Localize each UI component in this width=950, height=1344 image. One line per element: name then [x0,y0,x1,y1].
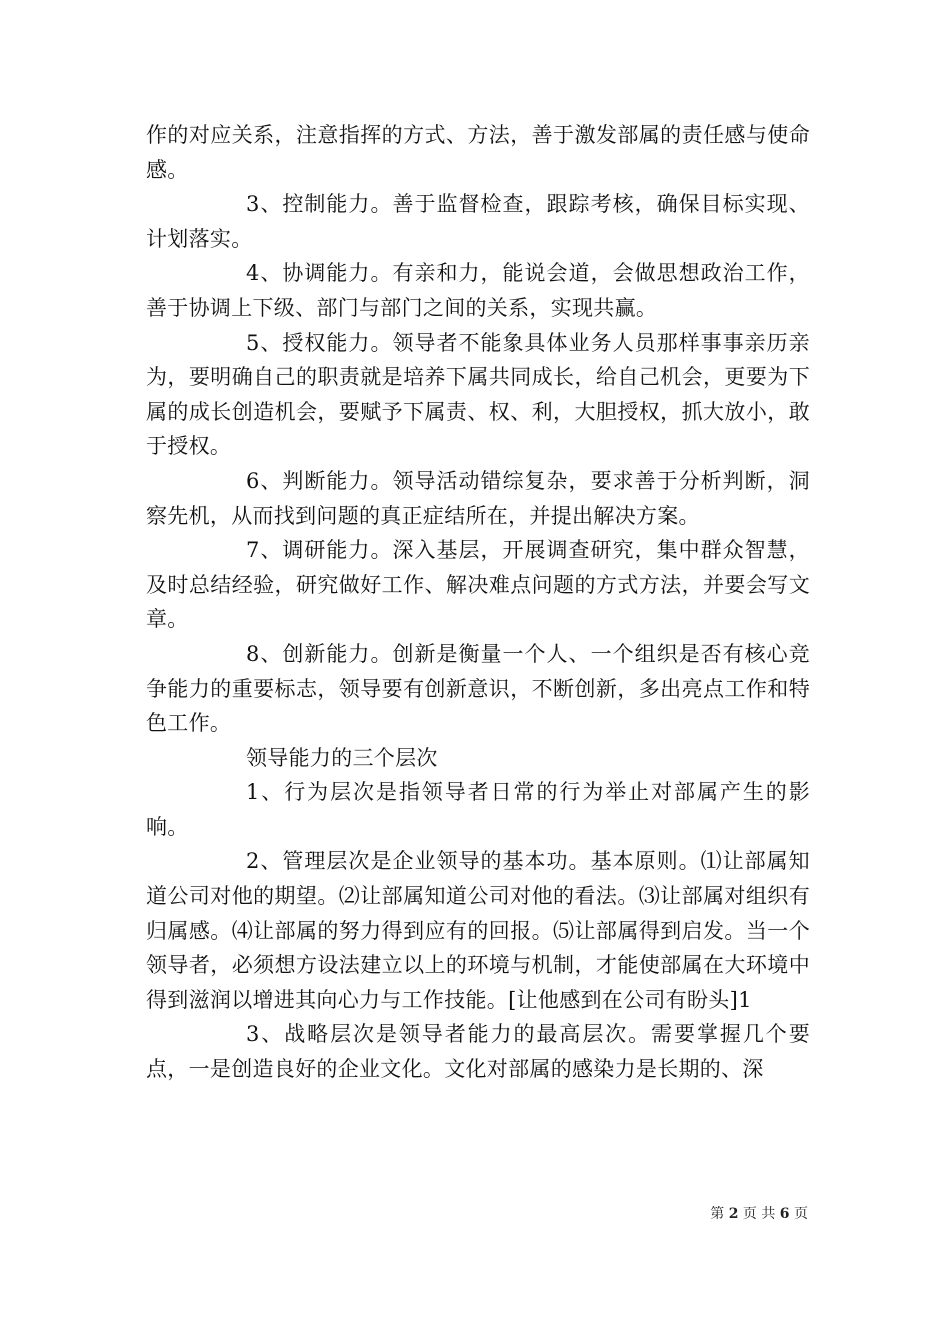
paragraph-9: 2、管理层次是企业领导的基本功。基本原则。⑴让部属知道公司对他的期望。⑵让部属知道公司对他的看法。⑶让部属对组织有归属感。⑷让部属的努力得到应有的回报。⑸让部属得到启发。当一个领导者，必须想方设法建立以上的环境与机制，才能使部属在大环境中得到滋润以增进其向心力与工作技能。[让他感到在公司有盼头]1 [146,849,810,1012]
footer-total-pages: 6 [779,1206,790,1222]
paragraph-6: 7、调研能力。深入基层，开展调查研究，集中群众智慧，及时总结经验，研究做好工作、解决难点问题的方式方法，并要会写文章。 [146,538,810,632]
paragraph-5: 6、判断能力。领导活动错综复杂，要求善于分析判断，洞察先机，从而找到问题的真正症结所在，并提出解决方案。 [146,468,810,528]
paragraph-4: 5、授权能力。领导者不能象具体业务人员那样事事亲历亲为，要明确自己的职责就是培养下属共同成长，给自己机会，更要为下属的成长创造机会，要赋予下属责、权、利，大胆授权，抓大放小，敢于授权。 [146,330,810,459]
section-heading: 领导能力的三个层次 [246,745,438,770]
paragraph-8: 1、行为层次是指领导者日常的行为举止对部属产生的影响。 [146,780,810,839]
paragraph-3: 4、协调能力。有亲和力，能说会道，会做思想政治工作，善于协调上下级、部门与部门之间的关系，实现共赢。 [146,261,810,320]
paragraph-1: 作的对应关系，注意指挥的方式、方法，善于激发部属的责任感与使命感。 [146,123,810,182]
page-footer [0,1203,808,1223]
paragraph-2: 3、控制能力。善于监督检查，跟踪考核，确保目标实现、计划落实。 [146,192,810,251]
footer-suffix: 页 [794,1206,808,1222]
document-body [146,118,810,1087]
footer-middle: 页 共 [742,1206,776,1222]
footer-current-page: 2 [728,1206,739,1222]
paragraph-7: 8、创新能力。创新是衡量一个人、一个组织是否有核心竞争能力的重要标志，领导要有创新意识，不断创新，多出亮点工作和特色工作。 [146,641,810,736]
paragraph-10: 3、战略层次是领导者能力的最高层次。需要掌握几个要点，一是创造良好的企业文化。文化对部属的感染力是长期的、深 [146,1022,810,1082]
footer-prefix: 第 [710,1206,725,1222]
